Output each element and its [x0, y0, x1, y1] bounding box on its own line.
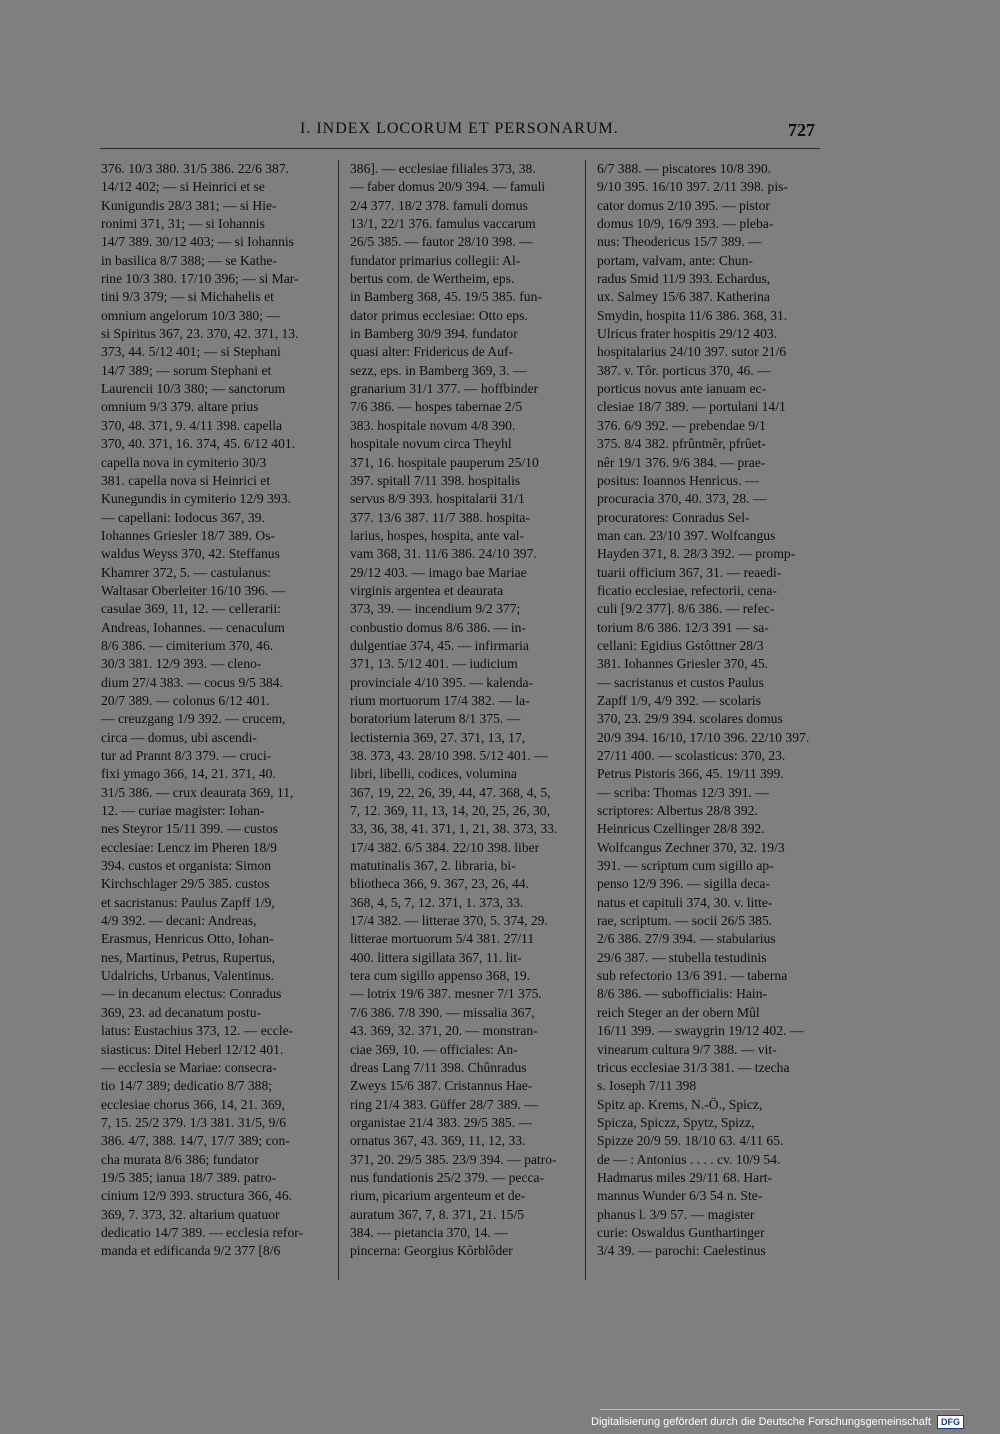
index-line: 400. littera sigillata 367, 11. lit-	[350, 949, 522, 965]
index-line: 386]. — ecclesiae filiales 373, 38.	[350, 161, 536, 176]
index-line: phanus l. 3/9 57. — magister	[597, 1206, 755, 1222]
index-line: Erasmus, Henricus Otto, Iohan-	[101, 931, 274, 947]
index-line: Zapff 1/9, 4/9 392. — scolaris	[597, 692, 761, 708]
index-line: 373, 39. — incendium 9/2 377;	[350, 601, 521, 617]
index-line: penso 12/9 396. — sigilla deca-	[597, 876, 770, 892]
index-line: Smydin, hospita 11/6 386. 368, 31.	[597, 307, 788, 323]
index-line: tera cum sigillo appenso 368, 19.	[350, 968, 531, 984]
index-line: litterae mortuorum 5/4 381. 27/11	[350, 931, 535, 947]
footer	[591, 1415, 964, 1429]
index-line: vinearum cultura 9/7 388. — vit-	[597, 1041, 777, 1057]
column-3	[597, 160, 819, 1285]
index-line: — creuzgang 1/9 392. — crucem,	[101, 711, 286, 727]
index-line: tio 14/7 389; dedicatio 8/7 388;	[101, 1078, 273, 1094]
index-line: Petrus Pistoris 366, 45. 19/11 399.	[597, 766, 784, 782]
column-divider	[585, 160, 586, 1280]
index-line: 3/4 39. — parochi: Caelestinus	[597, 1243, 766, 1259]
index-line: — scriba: Thomas 12/3 391. —	[597, 784, 769, 800]
index-line: cellani: Egidius Gstôttner 28/3	[597, 637, 764, 653]
index-line: omnium angelorum 10/3 380; —	[101, 307, 280, 323]
index-line: si Spiritus 367, 23. 370, 42. 371, 13.	[101, 326, 299, 342]
running-head: I. INDEX LOCORUM ET PERSONARUM.	[300, 120, 619, 137]
index-line: 17/4 382. 6/5 384. 22/10 398. liber	[350, 839, 540, 855]
index-line: 7/6 386. 7/8 390. — missalia 367,	[350, 1004, 535, 1020]
index-line: Iohannes Griesler 18/7 389. Os-	[101, 527, 276, 543]
index-line: s. Ioseph 7/11 398	[597, 1078, 697, 1094]
index-line: Zweys 15/6 387. Cristannus Hae-	[350, 1078, 533, 1094]
index-line: fixi ymago 366, 14, 21. 371, 40.	[101, 766, 276, 782]
index-line: de — : Antonius . . . . cv. 10/9 54.	[597, 1151, 781, 1167]
index-line: Hayden 371, 8. 28/3 392. — promp-	[597, 546, 796, 562]
index-line: — lotrix 19/6 387. mesner 7/1 375.	[350, 986, 542, 1002]
index-line: 6/7 388. — piscatores 10/8 390.	[597, 161, 772, 176]
index-line: — sacristanus et custos Paulus	[597, 674, 764, 690]
index-line: procuratores: Conradus Sel-	[597, 509, 750, 525]
index-line: 381. capella nova si Heinrici et	[101, 472, 271, 488]
index-line: tuarii officium 367, 31. — reaedi-	[597, 564, 782, 580]
index-line: 14/7 389. 30/12 403; — si Iohannis	[101, 234, 294, 250]
index-line: dedicatio 14/7 389. — ecclesia refor-	[101, 1224, 304, 1240]
dfg-logo: DFG	[937, 1415, 964, 1429]
index-line: sezz, eps. in Bamberg 369, 3. —	[350, 362, 527, 378]
index-line: Spicza, Spiczz, Spytz, Spizz,	[597, 1114, 755, 1130]
index-line: rae, scriptum. — socii 26/5 385.	[597, 913, 773, 929]
index-line: Spizze 20/9 59. 18/10 63. 4/11 65.	[597, 1133, 784, 1149]
index-line: 373, 44. 5/12 401; — si Stephani	[101, 344, 281, 360]
index-line: nêr 19/1 376. 9/6 384. — prae-	[597, 454, 766, 470]
column-2	[350, 160, 572, 1285]
page-number: 727	[788, 120, 815, 140]
index-line: 2/6 386. 27/9 394. — stabularius	[597, 931, 776, 947]
index-line: virginis argentea et deaurata	[350, 582, 504, 598]
index-line: circa — domus, ubi ascendi-	[101, 729, 257, 745]
index-line: Udalrichs, Urbanus, Valentinus.	[101, 968, 275, 984]
index-line: 19/5 385; ianua 18/7 389. patro-	[101, 1169, 277, 1185]
index-line: boratorium laterum 8/1 375. —	[350, 711, 521, 727]
index-line: nus: Theodericus 15/7 389. —	[597, 234, 762, 250]
index-line: 7, 15. 25/2 379. 1/3 381. 31/5, 9/6	[101, 1114, 287, 1130]
index-line: radus Smid 11/9 393. Echardus,	[597, 271, 771, 287]
index-line: Waltasar Oberleiter 16/10 396. —	[101, 582, 286, 598]
index-line: 29/6 387. — stubella testudinis	[597, 949, 767, 965]
index-line: servus 8/9 393. hospitalarii 31/1	[350, 491, 525, 507]
index-line: 13/1, 22/1 376. famulus vaccarum	[350, 216, 536, 232]
index-line: 7, 12. 369, 11, 13, 14, 20, 25, 26, 30,	[350, 803, 551, 819]
index-line: 27/11 400. — scolasticus: 370, 23.	[597, 748, 786, 763]
index-line: ux. Salmey 15/6 387. Katherina	[597, 289, 770, 305]
index-line: natus et capituli 374, 30. v. litte-	[597, 894, 773, 910]
index-line: ecclesiae chorus 366, 14, 21. 369,	[101, 1096, 285, 1112]
index-line: ring 21/4 383. Güffer 28/7 389. —	[350, 1096, 538, 1112]
index-line: — ecclesia se Mariae: consecra-	[101, 1059, 277, 1075]
footer-rule	[600, 1409, 960, 1410]
index-line: Andreas, Iohannes. — cenaculum	[101, 619, 285, 635]
index-line: 43. 369, 32. 371, 20. — monstran-	[350, 1023, 538, 1039]
index-line: granarium 31/1 377. — hoffbinder	[350, 381, 539, 397]
index-line: mannus Wunder 6/3 54 n. Ste-	[597, 1188, 763, 1204]
index-line: rium mortuorum 17/4 382. — la-	[350, 692, 530, 708]
index-line: quasi alter: Fridericus de Auf-	[350, 344, 514, 360]
column-1	[101, 160, 323, 1285]
index-line: Hadmarus miles 29/11 68. Hart-	[597, 1169, 773, 1185]
index-line: dreas Lang 7/11 398. Chûnradus	[350, 1059, 527, 1075]
index-line: organistae 21/4 383. 29/5 385. —	[350, 1114, 533, 1130]
index-line: 8/6 386. — subofficialis: Hain-	[597, 986, 768, 1002]
index-line: 38. 373, 43. 28/10 398. 5/12 401. —	[350, 748, 548, 763]
index-line: 370, 23. 29/9 394. scolares domus	[597, 711, 783, 727]
index-line: Laurencii 10/3 380; — sanctorum	[101, 381, 286, 397]
index-line: 12. — curiae magister: Iohan-	[101, 803, 265, 819]
index-line: curie: Oswaldus Gunthartinger	[597, 1224, 765, 1240]
index-line: 29/12 403. — imago bae Mariae	[350, 564, 527, 580]
index-line: 30/3 381. 12/9 393. — cleno-	[101, 656, 262, 672]
index-line: rium, picarium argenteum et de-	[350, 1188, 526, 1204]
index-line: casulae 369, 11, 12. — cellerarii:	[101, 601, 281, 617]
index-line: in basilica 8/7 388; — se Kathe-	[101, 252, 277, 268]
index-line: omnium 9/3 379. altare prius	[101, 399, 259, 415]
index-line: 14/12 402; — si Heinrici et se	[101, 179, 265, 195]
index-line: capella nova in cymiterio 30/3	[101, 454, 267, 470]
index-line: Ulricus frater hospitis 29/12 403.	[597, 326, 778, 342]
index-line: 375. 8/4 382. pfrûntnêr, pfrûet-	[597, 436, 766, 452]
index-line: 4/9 392. — decani: Andreas,	[101, 913, 257, 929]
index-line: Kirchschlager 29/5 385. custos	[101, 876, 270, 892]
index-line: conbustio domus 8/6 386. — in-	[350, 619, 526, 635]
index-line: nes Steyror 15/11 399. — custos	[101, 821, 278, 837]
index-line: 371, 20. 29/5 385. 23/9 394. — patro-	[350, 1151, 557, 1167]
index-line: 2/4 377. 18/2 378. famuli domus	[350, 197, 528, 213]
index-line: 370, 40. 371, 16. 374, 45. 6/12 401.	[101, 436, 296, 452]
index-line: portam, valvam, ante: Chun-	[597, 252, 753, 268]
index-line: 387. v. Tôr. porticus 370, 46. —	[597, 362, 771, 378]
index-line: auratum 367, 7, 8. 371, 21. 15/5	[350, 1206, 525, 1222]
footer-credit: Digitalisierung gefördert durch die Deutsche Forschungsgemeinschaft	[591, 1416, 931, 1428]
index-line: 383. hospitale novum 4/8 390.	[350, 417, 516, 433]
index-line: Kunegundis in cymiterio 12/9 393.	[101, 491, 291, 507]
index-line: bertus com. de Wertheim, eps.	[350, 271, 515, 287]
index-line: torium 8/6 386. 12/3 391 — sa-	[597, 619, 769, 635]
index-line: cha murata 8/6 386; fundator	[101, 1151, 259, 1167]
index-line: 368, 4, 5, 7, 12. 371, 1. 373, 33.	[350, 894, 524, 910]
index-line: ficatio ecclesiae, refectorii, cena-	[597, 582, 777, 598]
index-line: procuracia 370, 40. 373, 28. —	[597, 491, 767, 507]
index-line: cinium 12/9 393. structura 366, 46.	[101, 1188, 293, 1204]
index-line: larius, hospes, hospita, ante val-	[350, 527, 525, 543]
index-line: hospitale novum circa Theyhl	[350, 436, 512, 452]
index-line: 377. 13/6 387. 11/7 388. hospita-	[350, 509, 530, 525]
index-line: in Bamberg 368, 45. 19/5 385. fun-	[350, 289, 542, 305]
index-line: 20/9 394. 16/10, 17/10 396. 22/10 397.	[597, 729, 810, 745]
index-line: 370, 48. 371, 9. 4/11 398. capella	[101, 417, 283, 433]
index-line: matutinalis 367, 2. libraria, bi-	[350, 858, 516, 874]
index-line: dator primus ecclesiae: Otto eps.	[350, 307, 528, 323]
index-line: cator domus 2/10 395. — pistor	[597, 197, 770, 213]
index-line: 386. 4/7, 388. 14/7, 17/7 389; con-	[101, 1133, 290, 1149]
index-line: in Bamberg 30/9 394. fundator	[350, 326, 518, 342]
index-line: siasticus: Ditel Heberl 12/12 401.	[101, 1041, 284, 1057]
index-line: Heinricus Czellinger 28/8 392.	[597, 821, 765, 837]
index-line: — in decanum electus: Conradus	[101, 986, 282, 1002]
index-line: 369, 23. ad decanatum postu-	[101, 1004, 262, 1020]
index-line: 371, 16. hospitale pauperum 25/10	[350, 454, 539, 470]
index-line: 8/6 386. — cimiterium 370, 46.	[101, 637, 274, 653]
index-line: — faber domus 20/9 394. — famuli	[350, 179, 546, 195]
index-line: 33, 36, 38, 41. 371, 1, 21, 38. 373, 33.	[350, 821, 558, 837]
index-line: nus fundationis 25/2 379. — pecca-	[350, 1169, 545, 1185]
index-line: Wolfcangus Zechner 370, 32. 19/3	[597, 839, 785, 855]
index-line: culi [9/2 377]. 8/6 386. — refec-	[597, 601, 775, 617]
index-line: tur ad Prannt 8/3 379. — cruci-	[101, 748, 272, 763]
index-line: et sacristanus: Paulus Zapff 1/9,	[101, 894, 275, 910]
index-line: lectisternia 369, 27. 371, 13, 17,	[350, 729, 526, 745]
index-line: — capellani: Iodocus 367, 39.	[101, 509, 265, 525]
index-line: sub refectorio 13/6 391. — taberna	[597, 968, 788, 984]
index-line: 371, 13. 5/12 401. — iudicium	[350, 656, 518, 672]
index-line: positus: Ioannos Henricus. —	[597, 472, 759, 488]
index-line: clesiae 18/7 389. — portulani 14/1	[597, 399, 786, 415]
index-line: dulgentiae 374, 45. — infirmaria	[350, 637, 529, 653]
index-line: 369, 7. 373, 32. altarium quatuor	[101, 1206, 280, 1222]
index-line: vam 368, 31. 11/6 386. 24/10 397.	[350, 546, 537, 562]
index-line: tini 9/3 379; — si Michahelis et	[101, 289, 274, 305]
index-line: 9/10 395. 16/10 397. 2/11 398. pis-	[597, 179, 788, 195]
index-line: 384. — pietancia 370, 14. —	[350, 1224, 508, 1240]
index-line: 391. — scriptum cum sigillo ap-	[597, 858, 774, 874]
index-line: ecclesiae: Lencz im Pheren 18/9	[101, 839, 277, 855]
index-line: provinciale 4/10 395. — kalenda-	[350, 674, 534, 690]
index-line: dium 27/4 383. — cocus 9/5 384.	[101, 674, 283, 690]
index-line: ornatus 367, 43. 369, 11, 12, 33.	[350, 1133, 526, 1149]
index-line: manda et edificanda 9/2 377 [8/6	[101, 1243, 281, 1259]
column-divider	[338, 160, 339, 1280]
index-line: Spitz ap. Krems, N.-Ö., Spicz,	[597, 1096, 763, 1112]
index-line: 31/5 386. — crux deaurata 369, 11,	[101, 784, 294, 800]
index-line: bliotheca 366, 9. 367, 23, 26, 44.	[350, 876, 529, 892]
index-line: ronimi 371, 31; — si Iohannis	[101, 216, 265, 232]
index-line: reich Steger an der obern Mûl	[597, 1004, 760, 1020]
index-line: 7/6 386. — hospes tabernae 2/5	[350, 399, 523, 415]
index-line: fundator primarius collegii: Al-	[350, 252, 521, 268]
index-line: Khamrer 372, 5. — castulanus:	[101, 564, 271, 580]
index-line: 394. custos et organista: Simon	[101, 858, 272, 874]
index-line: 376. 6/9 392. — prebendae 9/1	[597, 417, 766, 433]
index-line: 381. Iohannes Griesler 370, 45.	[597, 656, 769, 672]
index-line: latus: Eustachius 373, 12. — eccle-	[101, 1023, 294, 1039]
index-line: man can. 23/10 397. Wolfcangus	[597, 527, 776, 543]
index-line: pincerna: Georgius Kôrblôder	[350, 1243, 513, 1259]
index-line: libri, libelli, codices, volumina	[350, 766, 517, 782]
index-line: 20/7 389. — colonus 6/12 401.	[101, 692, 270, 708]
index-line: tricus ecclesiae 31/3 381. — tzecha	[597, 1059, 790, 1075]
index-line: 367, 19, 22, 26, 39, 44, 47. 368, 4, 5,	[350, 784, 551, 800]
index-line: hospitalarius 24/10 397. sutor 21/6	[597, 344, 787, 360]
index-line: Kunigundis 28/3 381; — si Hie-	[101, 197, 277, 213]
header-rule	[100, 148, 820, 149]
index-line: ciae 369, 10. — officiales: An-	[350, 1041, 518, 1057]
index-line: waldus Weyss 370, 42. Steffanus	[101, 546, 280, 562]
index-line: rine 10/3 380. 17/10 396; — si Mar-	[101, 271, 299, 287]
index-line: 17/4 382. — litterae 370, 5. 374, 29.	[350, 913, 548, 929]
index-line: 26/5 385. — fautor 28/10 398. —	[350, 234, 533, 250]
index-line: porticus novus ante ianuam ec-	[597, 381, 767, 397]
index-line: 376. 10/3 380. 31/5 386. 22/6 387.	[101, 161, 290, 176]
index-line: 397. spitall 7/11 398. hospitalis	[350, 472, 521, 488]
index-line: scriptores: Albertus 28/8 392.	[597, 803, 758, 819]
index-line: 14/7 389; — sorum Stephani et	[101, 362, 272, 378]
index-line: domus 10/9, 16/9 393. — pleba-	[597, 216, 774, 232]
index-line: nes, Martinus, Petrus, Rupertus,	[101, 949, 276, 965]
index-line: 16/11 399. — swaygrin 19/12 402. —	[597, 1023, 804, 1039]
